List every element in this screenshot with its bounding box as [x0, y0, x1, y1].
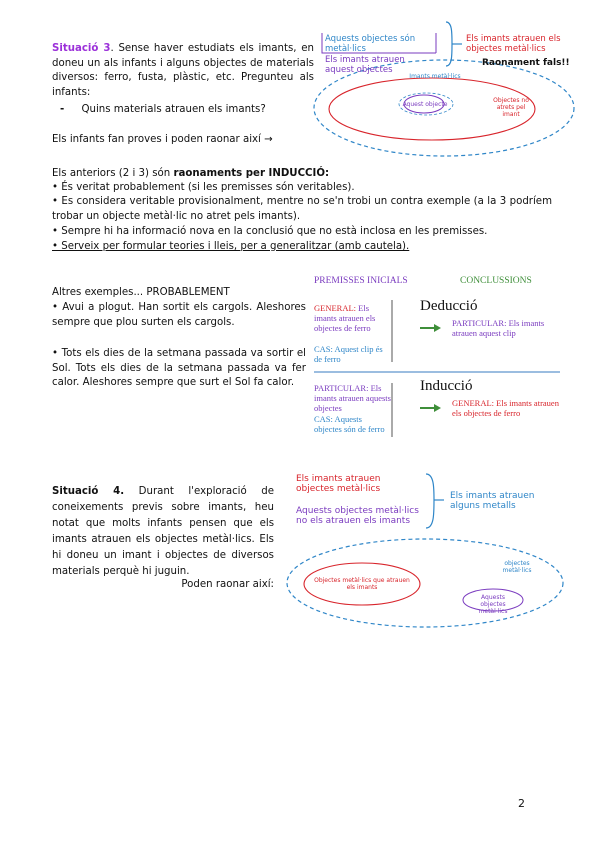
- situacio-4-body: Durant l'exploració de coneixements previs sobre imants, heu notat que molts infants pensen que els imants atrauen els objectes metàl·lics. Els hi doneu un imant i objectes de diversos materials perquè hi juguin.: [52, 486, 274, 577]
- deduction-particular-text: Els imants atrauen aquest clip: [452, 318, 545, 338]
- table-col-premises: PREMISSES INICIALS: [314, 276, 408, 286]
- situacio-4-title: Situació 4.: [52, 486, 125, 497]
- situacio-3-intro: . Sense haver estudiats els imants, en doneu un als infants i alguns objectes de materials diversos: ferro, fusta, plàstic, etc. Pregunteu als infants:: [52, 43, 314, 98]
- diagram-1-right-top: Els imants atrauen els objectes metàl·lics: [466, 34, 561, 54]
- induction-lead-text: Els anteriors (2 i 3) són: [52, 168, 174, 179]
- induction-item-4: • Serveix per formular teories i lleis, per a generalitzar (amb cautela).: [52, 241, 410, 252]
- deduction-general-text: Els imants atrauen els objectes de ferro: [314, 303, 376, 333]
- diagram-1-box-left: Els imants atrauen aquest objectes: [325, 55, 405, 75]
- situacio-3-title: Situació 3: [52, 43, 111, 54]
- diagram-2-right-ellipse-label: Aquests objectes metàl·lics: [478, 594, 508, 615]
- induction-item-3: • Sempre hi ha informació nova en la conclusió que no està inclosa en les premisses.: [52, 226, 488, 237]
- diagram-2-mid: Aquests objectes metàl·lics no els atrauen els imants: [296, 506, 419, 526]
- diagram-2-left-ellipse-label: Objectes metàl·lics que atrauen els imants: [314, 577, 410, 591]
- situacio-3-question: Quins materials atrauen els imants?: [81, 104, 266, 115]
- induction-label: Inducció: [420, 378, 473, 394]
- diagram-1-box-top: Aquests objectes són metàl·lics: [325, 34, 416, 54]
- situacio-3-reasoning: Els infants fan proves i poden raonar així →: [52, 134, 273, 145]
- table-col-conclusions: CONCLUSSIONS: [460, 276, 532, 286]
- deduction-general-label: GENERAL:: [314, 303, 357, 313]
- induction-case: CAS: Aquests objectes són de ferro: [314, 414, 385, 434]
- diagram-1-right-label: Objectes no atrets pel imant: [493, 97, 529, 118]
- induction-particular-label: PARTICULAR:: [314, 383, 369, 393]
- situacio-4-reason: Poden raonar així:: [181, 579, 274, 590]
- dash-bullet: -: [60, 104, 65, 115]
- diagram-1-inner-label: Aquest objecte: [402, 101, 448, 108]
- induction-particular-text: Els imants atrauen aquests objectes: [314, 383, 391, 413]
- induction-lead-bold: raonaments per INDUCCIÓ:: [173, 168, 330, 179]
- induction-item-2: • Es considera veritable provisionalment, mentre no se'n trobi un contra exemple (a la 3 podríem trobar un objecte metàl·lic no atret pels imants).: [52, 196, 552, 222]
- diagram-1-fallacy: Raonament fals!!: [482, 58, 570, 68]
- diagram-1-outer-label: Imants metàl·lics: [409, 73, 461, 80]
- deduction-case: CAS: Aquest clip és de ferro: [314, 344, 383, 364]
- diagram-2-right: Els imants atrauen alguns metalls: [450, 491, 535, 511]
- induction-general-text: Els imants atrauen els objectes de ferro: [452, 398, 559, 418]
- deduction-particular-label: PARTICULAR:: [452, 318, 507, 328]
- example-2: • Tots els dies de la setmana passada va sortir el Sol. Tots els dies de la setmana passada va fer calor. Aleshores sempre que surt el Sol fa calor.: [52, 348, 306, 388]
- deduction-label: Deducció: [420, 298, 478, 314]
- induction-general-label: GENERAL:: [452, 398, 495, 408]
- page-number: 2: [518, 797, 525, 810]
- example-1: • Avui a plogut. Han sortit els cargols. Aleshores sempre que plou surten els cargols.: [52, 302, 306, 328]
- induction-item-1: • És veritat probablement (si les premisses són veritables).: [52, 182, 355, 193]
- diagram-2-top: Els imants atrauen objectes metàl·lics: [296, 474, 381, 494]
- diagram-2-right-label: objectes metàl·lics: [502, 560, 532, 574]
- examples-heading: Altres exemples... PROBABLEMENT: [52, 287, 230, 298]
